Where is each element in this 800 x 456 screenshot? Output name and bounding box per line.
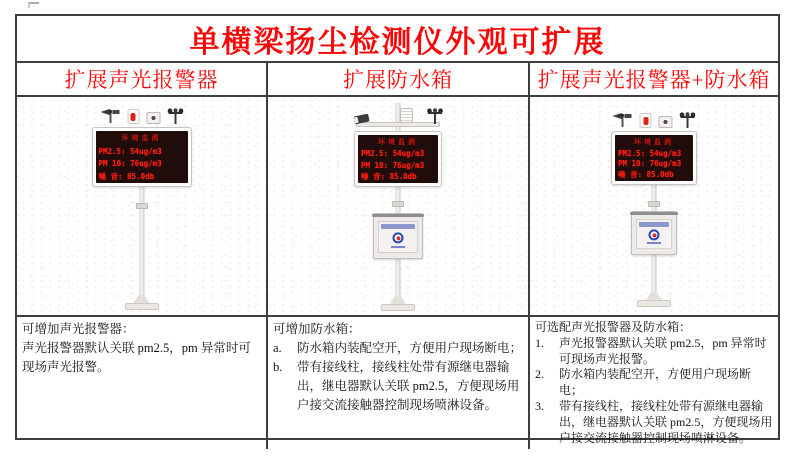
- camera-sensor-icon: [659, 116, 673, 128]
- note-text: 带有接线柱，接线柱处带有源继电器输出，继电器默认关联 pm2.5，方便现场用户接交流接触器控制现场喷淋设备。: [559, 398, 773, 445]
- column-header-label: 扩展防水箱: [343, 68, 453, 92]
- list-marker: a.: [273, 341, 282, 355]
- anemometer-icon: [167, 108, 183, 124]
- box-front-panel: [636, 219, 672, 249]
- note-text: 声光报警器默认关联 pm2.5，pm 异常时可现场声光报警。: [559, 335, 767, 366]
- pole-base-flare: [134, 295, 150, 303]
- sensor-row: [100, 107, 183, 124]
- led-line-noise: 噪 音: 85.0db: [618, 169, 674, 179]
- led-display-board: [92, 127, 192, 187]
- pole-base-plate: [125, 303, 159, 310]
- station-pole: [139, 177, 144, 299]
- box-label-strip: [381, 224, 415, 229]
- sensor-row: [613, 111, 696, 128]
- waterproof-box: [373, 213, 423, 259]
- led-line-pm10: PM 10: 76ug/m3: [361, 160, 425, 170]
- scan-artifact: [28, 2, 39, 8]
- column-header-alarm: [17, 63, 268, 97]
- waterproof-box: [631, 211, 677, 255]
- led-line-pm25: PM2.5: 54ug/m3: [361, 149, 425, 159]
- led-line-noise: 噪 音: 85.0db: [361, 171, 417, 181]
- note-item: [535, 399, 774, 446]
- station-photo-alarm-plus-box: [530, 97, 778, 317]
- note-item: [535, 367, 774, 399]
- led-screen: [615, 135, 693, 181]
- note-item: [273, 358, 522, 415]
- notes-alarm: [17, 317, 268, 449]
- table-title-row: [17, 16, 778, 63]
- page-title: 单横梁扬尘检测仪外观可扩展: [189, 25, 606, 59]
- led-line-pm25: PM2.5: 54ug/m3: [618, 148, 682, 158]
- anemometer-icon: [427, 108, 443, 124]
- note-text: 带有接线柱，接线柱处带有源继电器输出，继电器默认关联 pm2.5，方便现场用户接交流接触器控制现场喷淋设备。: [297, 360, 520, 412]
- pole-collar: [648, 201, 660, 207]
- column-header-label: 扩展声光报警器+防水箱: [537, 68, 771, 92]
- box-small-text: [647, 242, 661, 244]
- spec-table: [15, 14, 780, 445]
- notes-alarm-plus-box: [530, 317, 778, 449]
- note-item: [273, 339, 522, 358]
- list-marker: b.: [273, 360, 283, 374]
- led-title: 环境监测: [634, 138, 674, 146]
- led-line-pm10: PM 10: 76ug/m3: [98, 159, 162, 169]
- note-text: 声光报警器默认关联 pm2.5，pm 异常时可现场声光报警。: [22, 341, 251, 374]
- note-item: [535, 336, 774, 368]
- led-title: 环境监测: [121, 134, 162, 142]
- note-intro: 可增加防水箱：: [273, 322, 361, 336]
- pole-base-flare: [646, 292, 662, 300]
- pole-collar: [136, 203, 148, 209]
- box-lid: [372, 214, 424, 217]
- led-title: 环境监测: [378, 138, 418, 146]
- column-header-label: 扩展声光报警器: [64, 68, 219, 92]
- box-small-text: [391, 246, 405, 248]
- led-line-pm10: PM 10: 76ug/m3: [618, 159, 682, 169]
- notes-waterproof-box: [268, 317, 530, 449]
- led-display-board: [611, 131, 697, 185]
- wind-vane-icon: [613, 111, 633, 128]
- station-photo-alarm: [17, 97, 268, 317]
- wind-vane-icon: [100, 107, 120, 124]
- box-logo: [393, 232, 404, 243]
- radiation-shield-icon: [400, 108, 413, 123]
- column-header-waterproof-box: [268, 63, 530, 97]
- anemometer-icon: [680, 112, 696, 128]
- led-screen: [96, 131, 188, 183]
- box-logo: [649, 229, 660, 240]
- led-display-board: [354, 131, 442, 187]
- box-lid: [630, 212, 678, 215]
- station-photo-waterproof-box: [268, 97, 530, 317]
- sensor-crossbar: [356, 103, 440, 127]
- note-intro: 可增加声光报警器：: [22, 322, 135, 336]
- alarm-light-icon: [640, 113, 652, 128]
- alarm-light-icon: [127, 109, 139, 124]
- list-marker: 3.: [535, 398, 544, 413]
- list-marker: 1.: [535, 335, 544, 350]
- note-intro: 可选配声光报警器及防水箱：: [535, 320, 692, 334]
- pole-collar: [392, 201, 404, 207]
- camera-sensor-icon: [146, 112, 160, 124]
- box-front-panel: [378, 221, 418, 253]
- note-text: 防水箱内装配空开，方便用户现场断电；: [559, 367, 752, 398]
- led-line-pm25: PM2.5: 54ug/m3: [98, 146, 162, 156]
- led-line-noise: 噪 音: 85.0db: [98, 171, 155, 181]
- list-marker: 2.: [535, 367, 544, 382]
- pole-base-plate: [381, 304, 415, 311]
- led-screen: [358, 135, 438, 183]
- pole-base-flare: [390, 296, 406, 304]
- note-text: 防水箱内装配空开，方便用户现场断电；: [297, 341, 523, 355]
- pole-base-plate: [637, 300, 671, 307]
- column-header-alarm-plus-box: [530, 63, 778, 97]
- box-label-strip: [639, 222, 669, 227]
